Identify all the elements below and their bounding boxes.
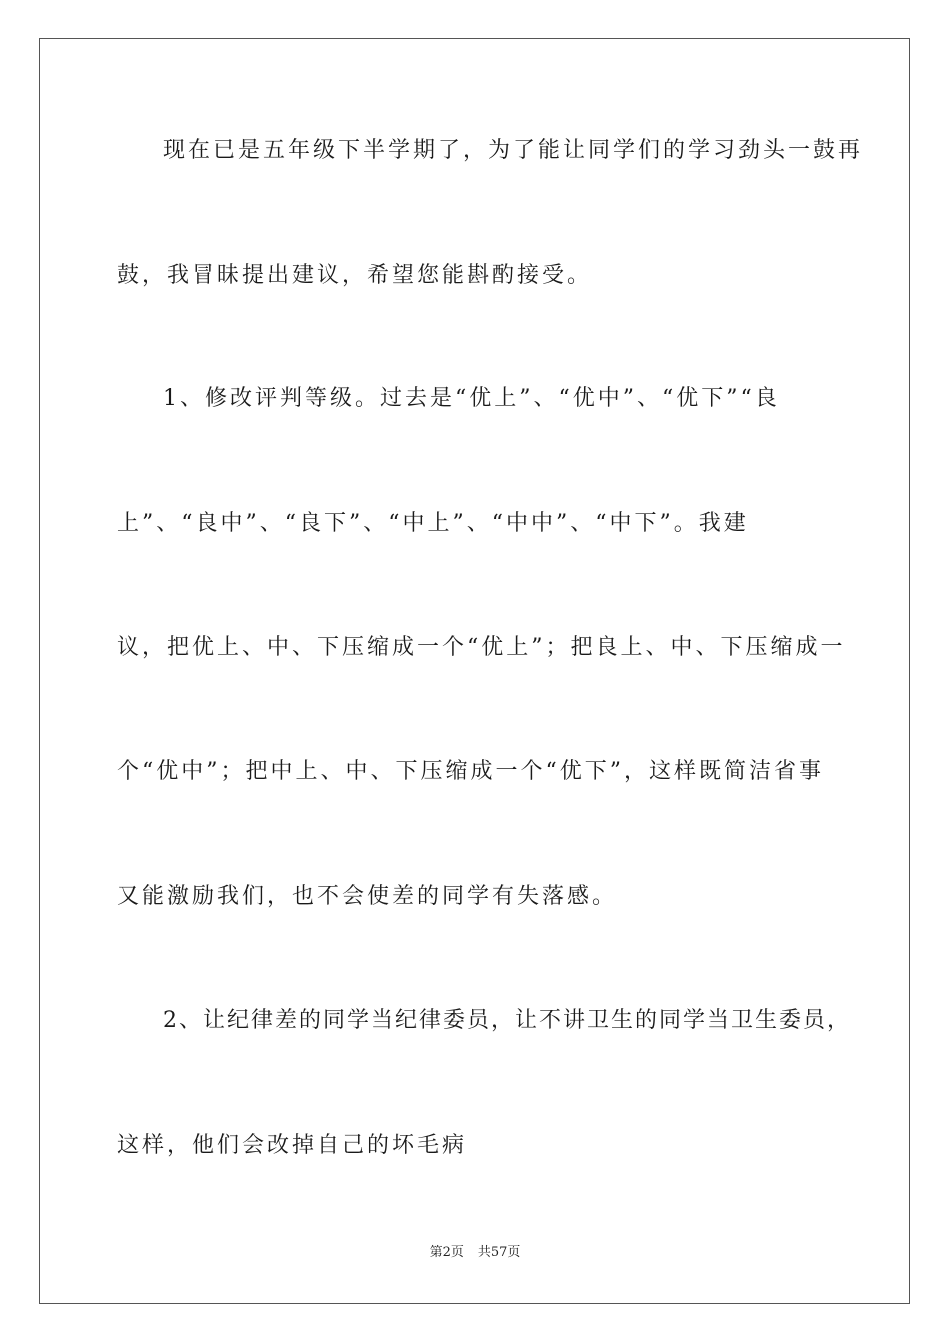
page-total: 共57页 [477,1245,521,1260]
text-line: 个“优中”；把中上、中、下压缩成一个“优下”，这样既简洁省事 [117,759,824,784]
text-line: 1、修改评判等级。过去是“优上”、“优中”、“优下”“良 [163,386,780,411]
text-line: 这样，他们会改掉自己的坏毛病 [117,1133,468,1158]
page-border [39,38,910,1304]
text-line: 鼓，我冒昧提出建议，希望您能斟酌接受。 [117,263,593,288]
text-line: 上”、“良中”、“良下”、“中上”、“中中”、“中下”。我建 [117,511,749,536]
paragraph-line-3 [0,384,950,414]
paragraph-line-7 [0,882,950,912]
paragraph-line-1 [0,136,950,166]
text-line: 议，把优上、中、下压缩成一个“优上”；把良上、中、下压缩成一 [117,635,846,660]
text-line: 又能激励我们，也不会使差的同学有失落感。 [117,884,618,909]
paragraph-line-4 [0,509,950,539]
page-number: 第2页 [429,1245,464,1260]
paragraph-line-6 [0,757,950,787]
paragraph-line-9 [0,1131,950,1161]
text-line: 2、让纪律差的同学当纪律委员，让不讲卫生的同学当卫生委员， [163,1008,851,1033]
paragraph-line-5 [0,633,950,663]
paragraph-line-8 [0,1006,950,1036]
text-line: 现在已是五年级下半学期了，为了能让同学们的学习劲头一鼓再 [163,138,864,163]
page-footer [0,1244,950,1262]
paragraph-line-2 [0,261,950,291]
